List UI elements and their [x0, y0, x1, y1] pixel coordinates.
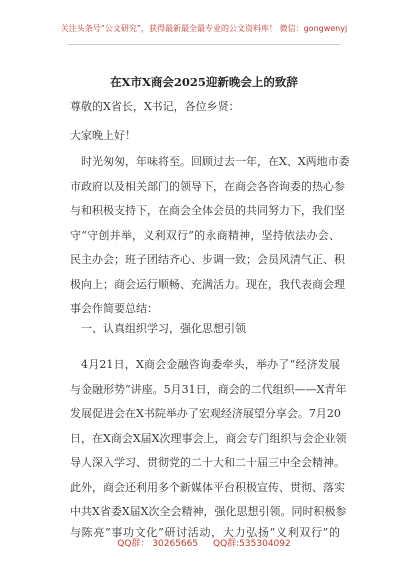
paragraph-line: 发展促进会在X书院举办了宏观经济展望分享会。7月20: [70, 407, 341, 420]
paragraph-line: 4月21日，X商会金融咨询委牵头，举办了“经济发展: [81, 358, 340, 371]
paragraph-line: 与金融形势”讲座。5月31日，商会的二代组织——X青年: [70, 383, 347, 396]
footer-qq-group-1: QQ群： 30265665: [117, 539, 199, 549]
paragraph-line: 与和积极支持下，在商会全体会员的共同努力下，我们坚: [70, 204, 345, 217]
section-heading: 一、认真组织学习，强化思想引领: [81, 322, 246, 335]
salutation: 尊敬的X省长，X书记，各位乡贤：: [70, 100, 240, 113]
footer-qq-group-2: QQ群:535304092: [212, 539, 291, 549]
greeting: 大家晚上好！: [70, 129, 136, 142]
paragraph-line: 民主办会；班子团结齐心、步调一致；会员风清气正、积: [70, 253, 345, 266]
paragraph-line: 中共X省委X届X次全会精神，强化思想引领。同时积极参: [70, 505, 347, 518]
paragraph-line: 日，在X商会X届X次理事会上，商会专门组织与会企业领: [70, 432, 347, 445]
document-title: 在X市X商会2025迎新晚会上的致辞: [110, 75, 298, 89]
header-divider: [68, 44, 340, 45]
footer-contacts: [0, 536, 408, 549]
paragraph-line: 此外，商会还利用多个新媒体平台积极宣传、贯彻、落实: [70, 481, 345, 494]
paragraph-line: 导人深入学习、贯彻党的二十大和二十届三中全会精神。: [70, 456, 345, 469]
paragraph-line: 事会作简要总结：: [70, 302, 158, 315]
paragraph-line: 时光匆匆，年味将至。回顾过去一年，在X、X两地市委: [81, 155, 350, 168]
paragraph-line: 市政府以及相关部门的领导下，在商会各咨询委的热心参: [70, 180, 345, 193]
header-banner: 关注头条号“公文研究”，获得最新最全最专业的公文资料库！ 微信：gongwenyj: [60, 24, 348, 33]
paragraph-line: 极向上；商会运行顺畅、充满活力。现在，我代表商会理: [70, 278, 345, 291]
paragraph-line: 与陈亮“事功文化”研讨活动，大力弘扬“义利双行”的: [70, 526, 340, 539]
paragraph-line: 守“守创并举，义利双行”的永商精神，坚持依法办会、: [70, 229, 340, 242]
